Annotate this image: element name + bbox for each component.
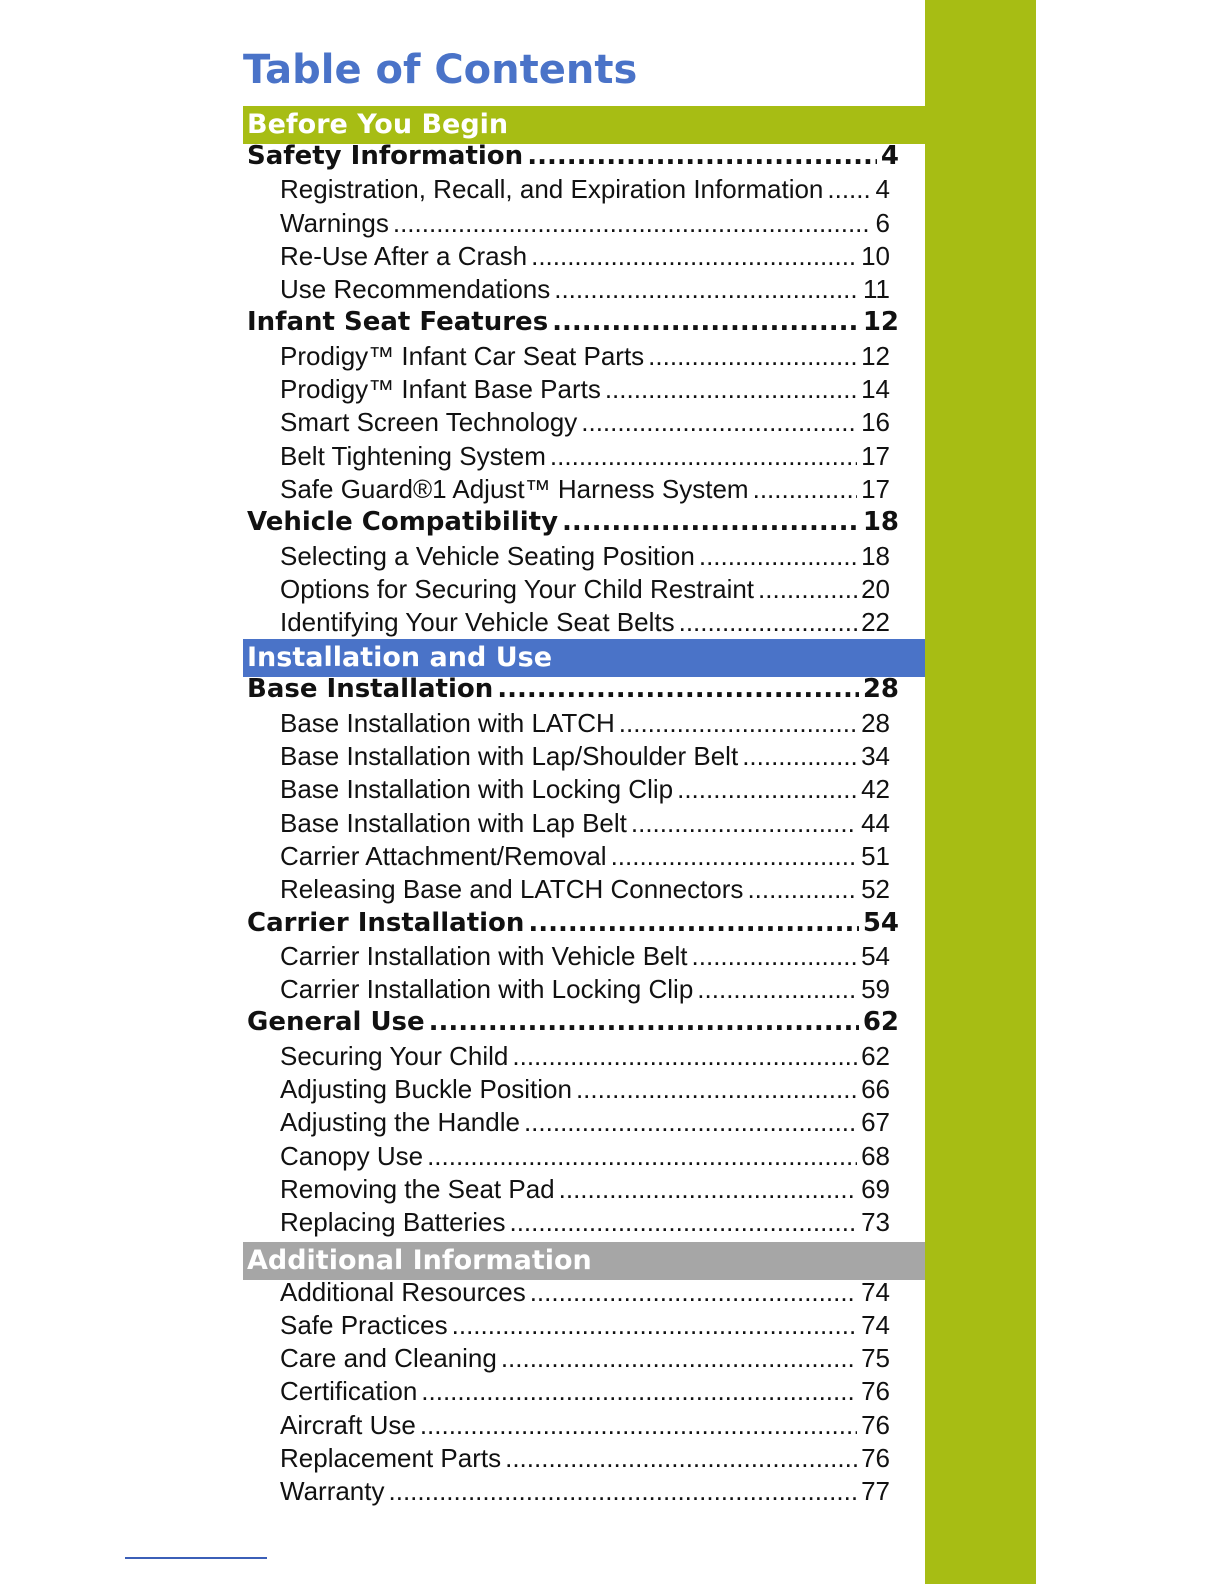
dot-leader (524, 1106, 857, 1139)
dot-leader (512, 1040, 857, 1073)
toc-entry[interactable] (243, 1475, 925, 1508)
toc-heading-vehicle-compatibility[interactable] (243, 506, 925, 539)
toc-entry-title: Replacing Batteries (280, 1207, 506, 1238)
toc-entry[interactable] (243, 373, 925, 406)
toc-entry-title: Canopy Use (280, 1140, 424, 1171)
toc-entry[interactable] (243, 807, 925, 840)
toc-entry-title: Prodigy™ Infant Base Parts (280, 374, 601, 405)
toc-heading-title: Infant Seat Features (247, 307, 549, 338)
toc-heading-infant-seat-features[interactable] (243, 306, 925, 339)
section-header-before-you-begin: Before You Begin (243, 106, 925, 144)
toc-heading-title: Base Installation (247, 674, 494, 705)
dot-leader (576, 1073, 857, 1106)
toc-page-number: 75 (861, 1343, 890, 1374)
dot-leader (742, 740, 857, 773)
dot-leader (697, 973, 857, 1006)
toc-page-number: 68 (861, 1140, 890, 1171)
dot-leader (692, 940, 858, 973)
toc-entry-title: Base Installation with Lap Belt (280, 807, 627, 838)
toc-entry-title: Adjusting the Handle (280, 1107, 520, 1138)
toc-entry[interactable] (243, 207, 925, 240)
table-of-contents (243, 106, 925, 1509)
toc-heading-safety-information[interactable] (243, 140, 925, 173)
dot-leader (550, 440, 857, 473)
toc-heading-title: Vehicle Compatibility (247, 507, 559, 538)
toc-heading-title: Carrier Installation (247, 907, 525, 938)
toc-page-number: 12 (862, 307, 899, 338)
toc-page-number: 17 (861, 440, 890, 471)
dot-leader (552, 306, 859, 339)
toc-heading-title: General Use (247, 1007, 425, 1038)
toc-page-number: 74 (861, 1309, 890, 1340)
toc-entry-title: Warnings (280, 207, 389, 238)
dot-leader (605, 373, 857, 406)
toc-page-number: 10 (861, 240, 890, 271)
toc-entry[interactable] (243, 1375, 925, 1408)
toc-page-number: 51 (861, 840, 890, 871)
dot-leader (758, 573, 857, 606)
toc-page-number: 20 (861, 573, 890, 604)
toc-page-number: 62 (861, 1040, 890, 1071)
toc-entry[interactable] (243, 573, 925, 606)
dot-leader (531, 240, 857, 273)
toc-entry[interactable] (243, 707, 925, 740)
toc-page-number: 14 (861, 374, 890, 405)
toc-page-number: 77 (861, 1476, 890, 1507)
dot-leader (631, 807, 857, 840)
dot-leader (420, 1409, 857, 1442)
dot-leader (679, 606, 857, 639)
toc-entry-title: Options for Securing Your Child Restraint (280, 573, 755, 604)
toc-entry-title: Belt Tightening System (280, 440, 546, 471)
toc-entry-title: Selecting a Vehicle Seating Position (280, 540, 695, 571)
dot-leader (393, 207, 872, 240)
dot-leader (699, 540, 857, 573)
toc-entry[interactable] (243, 1173, 925, 1206)
toc-page-number: 6 (875, 207, 890, 238)
toc-page-number: 34 (861, 741, 890, 772)
dot-leader (427, 1140, 857, 1173)
toc-page-number: 12 (861, 340, 890, 371)
toc-entry[interactable] (243, 1073, 925, 1106)
dot-leader (505, 1442, 857, 1475)
toc-entry[interactable] (243, 740, 925, 773)
toc-page-number: 44 (861, 807, 890, 838)
toc-page-number: 76 (861, 1409, 890, 1440)
toc-page-number: 18 (862, 507, 899, 538)
toc-entry-title: Care and Cleaning (280, 1343, 497, 1374)
dot-leader (619, 707, 857, 740)
toc-page-number: 76 (861, 1376, 890, 1407)
dot-leader (389, 1475, 858, 1508)
toc-entry[interactable] (243, 406, 925, 439)
toc-entry[interactable] (243, 340, 925, 373)
toc-entry[interactable] (243, 873, 925, 906)
toc-entry-title: Adjusting Buckle Position (280, 1074, 572, 1105)
toc-page-number: 42 (861, 774, 890, 805)
dot-leader (827, 173, 871, 206)
toc-page-number: 54 (862, 907, 899, 938)
toc-page-number: 17 (861, 473, 890, 504)
toc-entry[interactable] (243, 440, 925, 473)
toc-entry[interactable] (243, 473, 925, 506)
side-tab (925, 0, 1036, 1584)
dot-leader (581, 406, 857, 439)
toc-page-number: 28 (861, 707, 890, 738)
dot-leader (421, 1375, 857, 1408)
toc-page-number: 76 (861, 1442, 890, 1473)
dot-leader (559, 1173, 857, 1206)
toc-entry[interactable] (243, 540, 925, 573)
toc-entry-title: Identifying Your Vehicle Seat Belts (280, 607, 675, 638)
toc-entry-title: Safe Practices (280, 1309, 448, 1340)
section-header-additional-information: Additional Information (243, 1242, 925, 1280)
toc-entry[interactable] (243, 173, 925, 206)
toc-entry[interactable] (243, 1040, 925, 1073)
toc-entry[interactable] (243, 1342, 925, 1375)
toc-entry-title: Carrier Installation with Vehicle Belt (280, 940, 688, 971)
toc-entry-title: Releasing Base and LATCH Connectors (280, 874, 744, 905)
toc-entry-title: Replacement Parts (280, 1442, 502, 1473)
dot-leader (753, 473, 857, 506)
toc-entry-title: Additional Resources (280, 1276, 526, 1307)
toc-entry-title: Use Recommendations (280, 274, 551, 305)
toc-entry-title: Securing Your Child (280, 1040, 509, 1071)
toc-entry[interactable] (243, 773, 925, 806)
dot-leader (747, 873, 857, 906)
toc-page-number: 67 (861, 1107, 890, 1138)
toc-entry-title: Aircraft Use (280, 1409, 416, 1440)
toc-page-number: 18 (861, 540, 890, 571)
toc-page-number: 16 (861, 407, 890, 438)
toc-entry[interactable] (243, 1409, 925, 1442)
dot-leader (611, 840, 858, 873)
toc-page-number: 28 (862, 674, 899, 705)
toc-entry[interactable] (243, 1206, 925, 1239)
toc-entry-title: Base Installation with Locking Clip (280, 774, 674, 805)
toc-entry[interactable] (243, 606, 925, 639)
toc-entry[interactable] (243, 840, 925, 873)
toc-entry[interactable] (243, 240, 925, 273)
dot-leader (562, 506, 859, 539)
dot-leader (677, 773, 857, 806)
dot-leader (452, 1309, 857, 1342)
toc-entry[interactable] (243, 1106, 925, 1139)
toc-page-number: 66 (861, 1074, 890, 1105)
toc-entry[interactable] (243, 1442, 925, 1475)
dot-leader (528, 907, 858, 940)
toc-entry-title: Removing the Seat Pad (280, 1173, 555, 1204)
toc-page-number: 69 (861, 1173, 890, 1204)
toc-page-number: 54 (861, 940, 890, 971)
toc-entry-title: Carrier Attachment/Removal (280, 840, 607, 871)
footer-rule (125, 1557, 267, 1559)
toc-page-number: 74 (861, 1276, 890, 1307)
toc-entry[interactable] (243, 273, 925, 306)
toc-entry[interactable] (243, 1276, 925, 1309)
dot-leader (509, 1206, 857, 1239)
toc-entry-title: Re-Use After a Crash (280, 240, 528, 271)
dot-leader (429, 1006, 859, 1039)
toc-entry-title: Warranty (280, 1476, 385, 1507)
page-title: Table of Contents (243, 47, 638, 93)
toc-heading-title: Safety Information (247, 141, 524, 171)
toc-entry-title: Certification (280, 1376, 418, 1407)
toc-entry-title: Safe Guard®1 Adjust™ Harness System (280, 473, 749, 504)
toc-entry-title: Base Installation with LATCH (280, 707, 615, 738)
section-header-installation-and-use: Installation and Use (243, 639, 925, 677)
toc-page-number: 11 (863, 274, 890, 305)
toc-entry-title: Registration, Recall, and Expiration Information (280, 174, 824, 205)
dot-leader (530, 1276, 857, 1309)
toc-page-number: 4 (875, 174, 890, 205)
toc-page-number: 4 (880, 141, 899, 171)
toc-page-number: 52 (861, 874, 890, 905)
toc-heading-general-use[interactable] (243, 1006, 925, 1039)
toc-page-number: 62 (862, 1007, 899, 1038)
toc-entry-title: Base Installation with Lap/Shoulder Belt (280, 741, 739, 772)
toc-entry[interactable] (243, 1309, 925, 1342)
toc-entry[interactable] (243, 940, 925, 973)
dot-leader (501, 1342, 857, 1375)
toc-entry-title: Smart Screen Technology (280, 407, 578, 438)
toc-entry-title: Prodigy™ Infant Car Seat Parts (280, 340, 645, 371)
toc-page-number: 22 (861, 607, 890, 638)
toc-heading-base-installation[interactable] (243, 673, 925, 706)
toc-entry[interactable] (243, 973, 925, 1006)
toc-entry[interactable] (243, 1140, 925, 1173)
dot-leader (648, 340, 857, 373)
toc-entry-title: Carrier Installation with Locking Clip (280, 974, 694, 1005)
toc-page-number: 59 (861, 974, 890, 1005)
toc-page-number: 73 (861, 1207, 890, 1238)
dot-leader (554, 273, 859, 306)
dot-leader (527, 140, 877, 173)
toc-heading-carrier-installation[interactable] (243, 907, 925, 940)
dot-leader (497, 673, 859, 706)
